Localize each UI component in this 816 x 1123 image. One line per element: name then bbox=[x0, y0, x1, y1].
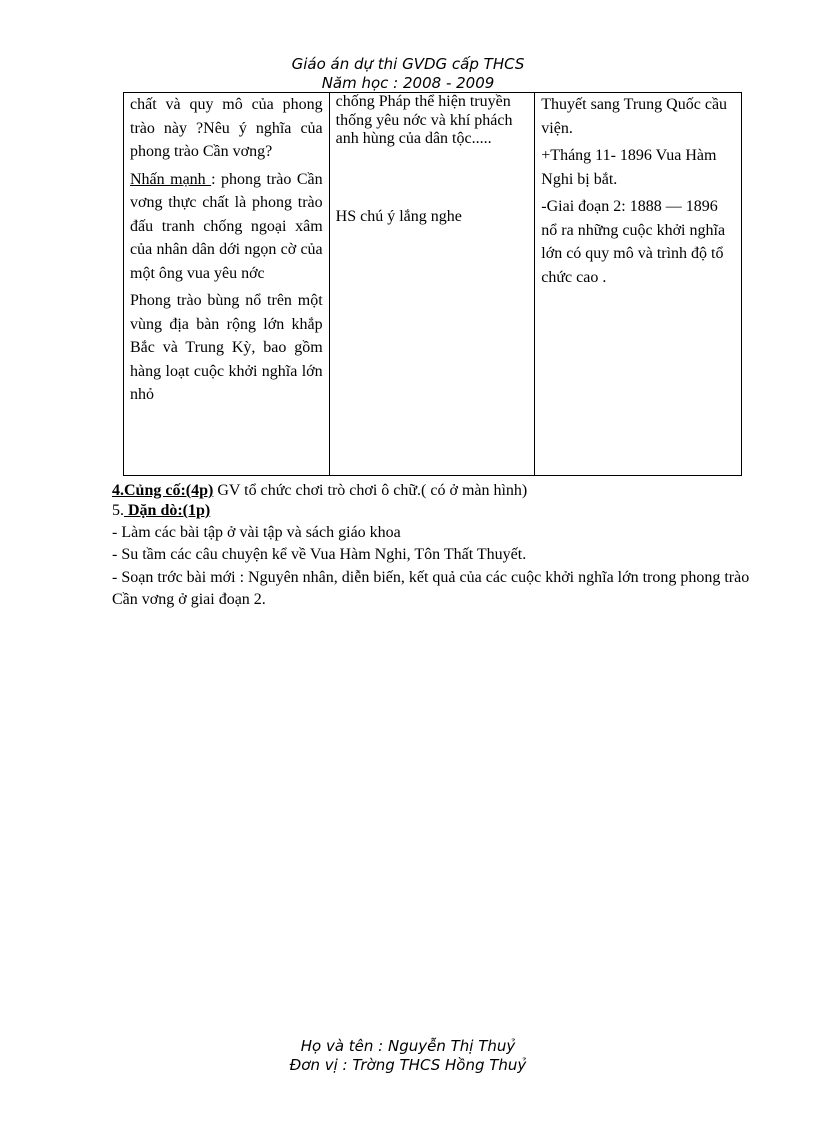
emphasis-text: : phong trào Cần vơng thực chất là phong trào đấu tranh chống ngoại xâm của nhân dân dới ngọn cờ của một ông vua yêu nớc bbox=[130, 170, 323, 282]
content-cell bbox=[535, 93, 742, 476]
emphasis-label: Nhấn mạnh bbox=[130, 170, 212, 188]
document-header-year: Năm học : 2008 - 2009 bbox=[321, 74, 495, 92]
student-answer-text: chống Pháp thể hiện truyền thống yêu nớc và khí phách anh hùng của dân tộc..... bbox=[335, 93, 513, 147]
document-header-title: Giáo án dự thi GVDG cấp THCS bbox=[291, 55, 525, 73]
consolidation-text: GV tổ chức chơi trò chơi ô chữ.( có ở màn hình) bbox=[213, 482, 528, 499]
content-text-3: -Giai đoạn 2: 1888 — 1896 nổ ra những cuộc khởi nghĩa lớn có quy mô và trình độ tổ chức cao . bbox=[541, 198, 726, 286]
consolidation-label: 4.Củng cố:(4p) bbox=[112, 482, 214, 499]
homework-item-3: - Soạn trớc bài mới : Nguyên nhân, diễn biến, kết quả của các cuộc khởi nghĩa lớn trong phong trào Cần vơng ở giai đoạn 2. bbox=[112, 569, 750, 608]
student-activity-cell bbox=[329, 93, 535, 476]
movement-scope-text: Phong trào bùng nổ trên một vùng địa bàn rộng lớn khắp Bắc và Trung Kỳ, bao gồm hàng loạt cuộc khởi nghĩa lớn nhỏ bbox=[130, 292, 323, 403]
student-listen-text: HS chú ý lắng nghe bbox=[335, 207, 462, 225]
author-unit: Đơn vị : Trờng THCS Hồng Thuỷ bbox=[289, 1056, 527, 1074]
homework-item-1: - Làm các bài tập ở vài tập và sách giáo khoa bbox=[112, 524, 401, 541]
lesson-table bbox=[123, 92, 742, 476]
content-text-1: Thuyết sang Trung Quốc cầu viện. bbox=[541, 96, 728, 137]
emphasis-paragraph bbox=[130, 168, 323, 286]
author-name: Họ và tên : Nguyễn Thị Thuỷ bbox=[300, 1037, 516, 1055]
homework-label: Dặn dò:(1p) bbox=[124, 502, 211, 519]
content-text-2: +Tháng 11- 1896 Vua Hàm Nghi bị bắt. bbox=[541, 147, 717, 188]
homework-heading bbox=[112, 500, 752, 522]
homework-number: 5. bbox=[112, 502, 124, 519]
consolidation-line bbox=[112, 480, 752, 502]
question-text: chất và quy mô của phong trào này ?Nêu ý nghĩa của phong trào Cần vơng? bbox=[130, 96, 323, 160]
table-row bbox=[124, 93, 742, 476]
teacher-activity-cell bbox=[124, 93, 330, 476]
homework-item-2: - Su tầm các câu chuyện kể về Vua Hàm Nghi, Tôn Thất Thuyết. bbox=[112, 546, 527, 563]
